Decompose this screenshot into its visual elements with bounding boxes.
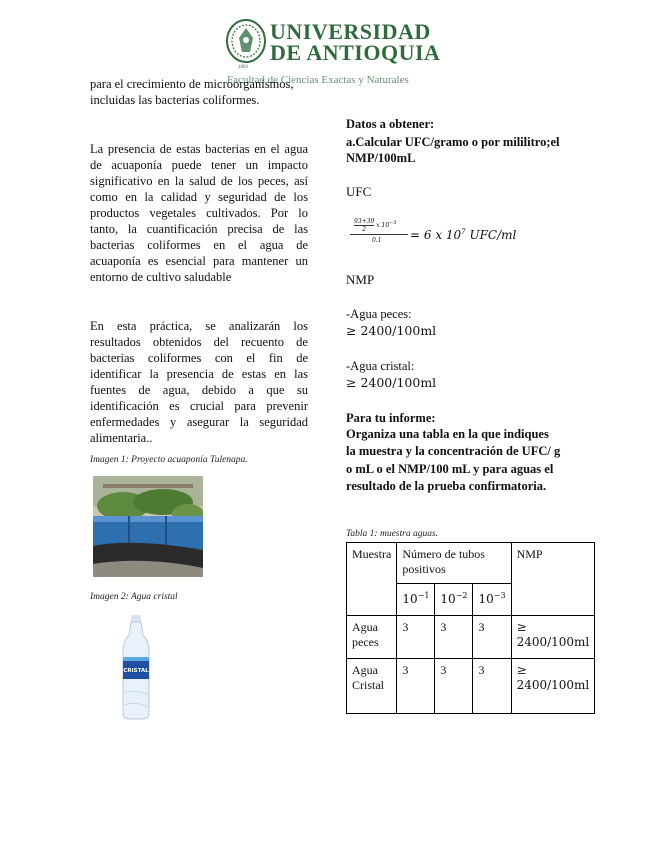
formula-denominator: 0.1	[372, 237, 382, 244]
fish-water-value: ≥ 2400/100ml	[346, 323, 437, 338]
university-name-line1: UNIVERSIDAD	[270, 19, 431, 44]
table-header-row	[347, 543, 595, 584]
row-value: 3	[435, 659, 473, 714]
report-text: Organiza una tabla en la que indiques la muestra y la concentración de UFC/ g o mL o el NMP/100 mL y para aguas el resultado de la prueba confirmatoria.	[346, 427, 561, 493]
dilution-1: $10^{-1}$	[397, 584, 435, 616]
formula-numerator: $\frac{93+39}{2}$ x $10^{-5}$	[354, 218, 397, 233]
water-bottle-illustration	[116, 613, 156, 723]
image1-caption: Imagen 1: Proyecto acuaponía Tulenapa.	[90, 455, 248, 465]
row-sample: Agua Cristal	[347, 659, 397, 714]
header-sample: Muestra	[347, 543, 397, 616]
row-value: 3	[397, 616, 435, 659]
header-nmp: NMP	[511, 543, 595, 616]
paragraph-presence: La presencia de estas bacterias en el agua de acuaponía puede tener un impacto significativo en la salud de los peces, así como en la calidad y seguridad de los productos vegetales cultivados. Por lo tanto, la cuantificación precisa de las bacterias coliformes en el agua de acuaponía es esencial para mantener un entorno de cultivo saludable	[90, 142, 308, 284]
data-heading: Datos a obtener:	[346, 117, 435, 131]
university-seal-icon	[225, 18, 267, 64]
founded-year: 1803	[238, 65, 248, 70]
report-heading: Para tu informe:	[346, 411, 436, 425]
row-nmp: ≥ 2400/100ml	[511, 659, 595, 714]
dilution-3: $10^{-3}$	[473, 584, 511, 616]
row-value: 3	[473, 616, 511, 659]
water-bottle-photo	[116, 613, 156, 723]
table-row	[347, 616, 595, 659]
ufc-label: UFC	[346, 184, 372, 199]
row-sample: Agua peces	[347, 616, 397, 659]
aquaponics-photo-illustration	[93, 476, 203, 577]
row-value: 3	[473, 659, 511, 714]
task-a-text: a.Calcular UFC/gramo o por mililitro;el NMP/100mL	[346, 135, 560, 165]
row-value: 3	[435, 616, 473, 659]
table-caption: Tabla 1: muestra aguas.	[346, 529, 439, 539]
formula-result: = 6 x $10^7$ UFC/ml	[410, 228, 517, 242]
formula-fraction-bar	[350, 234, 408, 235]
fish-water-label: -Agua peces:	[346, 307, 412, 321]
nmp-label: NMP	[346, 272, 375, 287]
crystal-water-label: -Agua cristal:	[346, 359, 415, 373]
bottle-label-text: CRISTAL	[123, 668, 149, 674]
row-nmp: ≥ 2400/100ml	[511, 616, 595, 659]
header-tubes: Número de tubos positivos	[397, 543, 511, 584]
ufc-formula	[346, 218, 566, 248]
results-table	[346, 542, 595, 714]
faculty-name: Facultad de Ciencias Exactas y Naturales	[227, 74, 409, 86]
intro-fragment: para el crecimiento de microorganismos, incluidas las bacterias coliformes.	[90, 77, 294, 107]
row-value: 3	[397, 659, 435, 714]
paragraph-practice: En esta práctica, se analizarán los resultados obtenidos del recuento de bacterias coliformes con el fin de identificar la presencia de estas en las fuentes de agua, debido a que su identificación es crucial para prevenir enfermedades y asegurar la seguridad alimentaria..	[90, 319, 308, 445]
dilution-2: $10^{-2}$	[435, 584, 473, 616]
image2-caption: Imagen 2: Agua cristal	[90, 592, 178, 602]
university-name-line2: DE ANTIOQUIA	[270, 40, 441, 65]
crystal-water-value: ≥ 2400/100ml	[346, 375, 437, 390]
table-row	[347, 659, 595, 714]
aquaponics-photo	[93, 476, 203, 577]
